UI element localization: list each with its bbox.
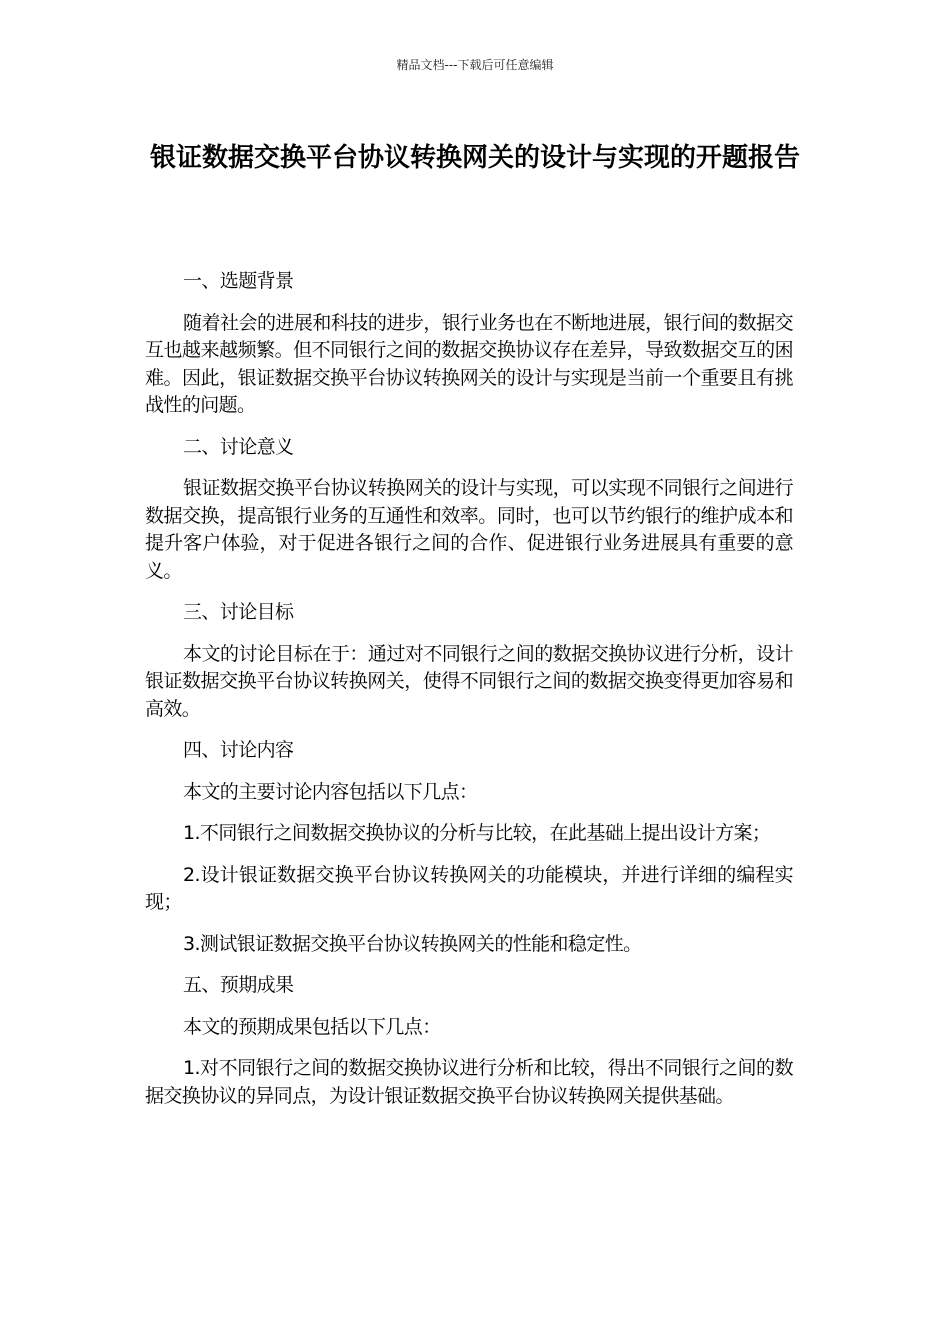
paragraph-objective: 本文的讨论目标在于：通过对不同银行之间的数据交换协议进行分析，设计银证数据交换平台协议转换网关，使得不同银行之间的数据交换变得更加容易和高效。 xyxy=(145,642,793,720)
section-heading-background: 一、选题背景 xyxy=(183,270,294,292)
paragraph-background: 随着社会的进展和科技的进步，银行业务也在不断地进展，银行间的数据交互也越来越频繁。但不同银行之间的数据交换协议存在差异，导致数据交互的困难。因此，银证数据交换平台协议转换网关的设计与实现是当前一个重要且有挑战性的问题。 xyxy=(145,311,793,416)
list-item-results-1: 1.对不同银行之间的数据交换协议进行分析和比较，得出不同银行之间的数据交换协议的异同点，为设计银证数据交换平台协议转换网关提供基础。 xyxy=(145,1057,793,1107)
document-body xyxy=(145,268,793,1124)
page-header: 精品文档---下载后可任意编辑 xyxy=(396,58,554,72)
document-title: 银证数据交换平台协议转换网关的设计与实现的开题报告 xyxy=(149,143,800,173)
section-heading-significance: 二、讨论意义 xyxy=(183,435,294,458)
section-heading-results: 五、预期成果 xyxy=(183,974,294,996)
section-heading-content: 四、讨论内容 xyxy=(183,739,294,761)
list-item-content-3: 3.测试银证数据交换平台协议转换网关的性能和稳定性。 xyxy=(183,932,642,955)
list-item-content-2: 2.设计银证数据交换平台协议转换网关的功能模块，并进行详细的编程实现； xyxy=(145,863,793,913)
paragraph-significance: 银证数据交换平台协议转换网关的设计与实现，可以实现不同银行之间进行数据交换，提高银行业务的互通性和效率。同时，也可以节约银行的维护成本和提升客户体验，对于促进各银行之间的合作、促进银行业务进展具有重要的意义。 xyxy=(145,477,793,582)
section-heading-objective: 三、讨论目标 xyxy=(183,601,294,623)
paragraph-content-intro: 本文的主要讨论内容包括以下几点： xyxy=(183,780,478,803)
list-item-content-1: 1.不同银行之间数据交换协议的分析与比较，在此基础上提出设计方案； xyxy=(183,822,771,844)
paragraph-results-intro: 本文的预期成果包括以下几点： xyxy=(183,1015,441,1038)
